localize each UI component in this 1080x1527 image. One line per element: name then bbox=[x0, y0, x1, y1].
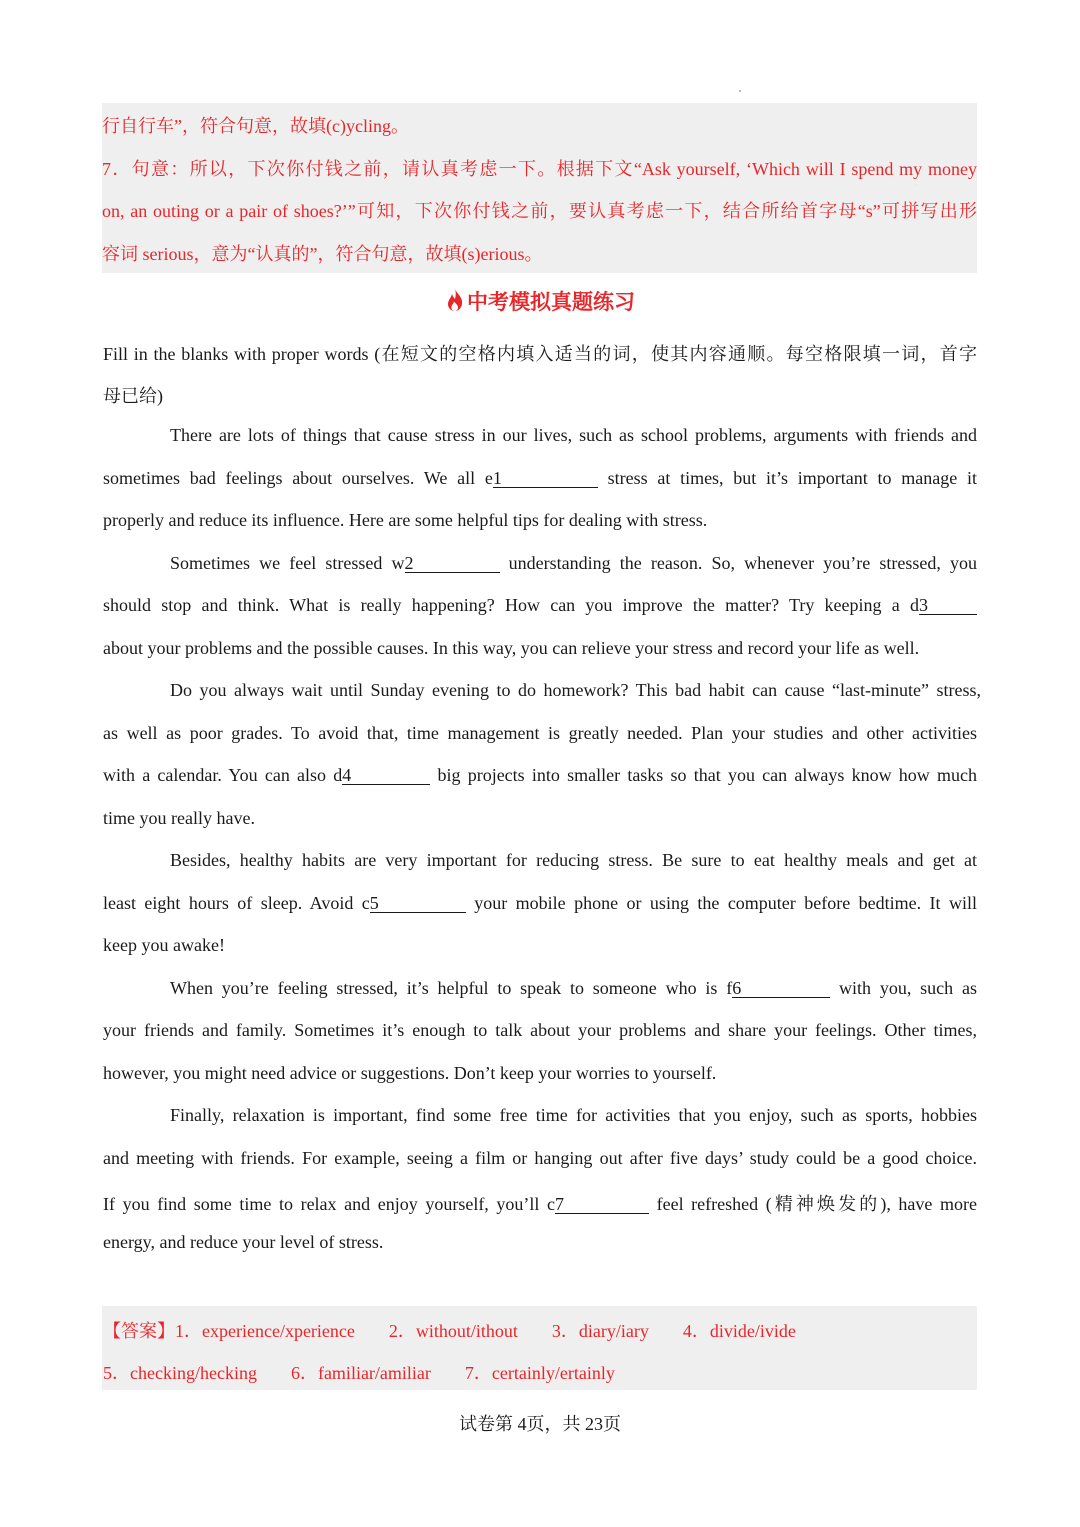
analysis-line: 行自行车”，符合句意，故填(c)ycling。 bbox=[102, 116, 409, 136]
passage-text: with you, such as bbox=[830, 978, 977, 998]
passage-line bbox=[103, 595, 977, 616]
passage-line: Besides, healthy habits are very important for reducing stress. Be sure to eat healthy meals and get at bbox=[170, 850, 977, 870]
passage-text: If you find some time to relax and enjoy yourself, you’ll c bbox=[103, 1194, 555, 1214]
section-title: 中考模拟真题练习 bbox=[467, 290, 635, 314]
answer-row bbox=[103, 1317, 830, 1343]
passage-line: Finally, relaxation is important, find some free time for activities that you enjoy, such as sports, hobbies bbox=[170, 1105, 977, 1125]
passage-text: feel refreshed (精神焕发的), have more bbox=[649, 1194, 977, 1214]
answer-item: 1．experience/xperience bbox=[175, 1321, 355, 1341]
analysis-line: 7．句意：所以，下次你付钱之前，请认真考虑一下。根据下文“Ask yourself, ‘Which will I spend my money bbox=[102, 159, 977, 179]
passage-line bbox=[103, 468, 977, 489]
passage-line: keep you awake! bbox=[103, 935, 225, 955]
passage-line: your friends and family. Sometimes it’s enough to talk about your problems and share your feelings. Other times, bbox=[103, 1020, 977, 1040]
answer-item: 5．checking/hecking bbox=[103, 1363, 257, 1383]
passage-line: properly and reduce its influence. Here are some helpful tips for dealing with stress. bbox=[103, 510, 708, 530]
blank-4[interactable]: 4 bbox=[342, 766, 430, 785]
passage-line: Do you always wait until Sunday evening to do homework? This bad habit can cause “last-minute” stress, bbox=[170, 680, 981, 700]
page-footer: 试卷第 4页，共 23页 bbox=[459, 1414, 621, 1434]
passage-line: however, you might need advice or suggestions. Don’t keep your worries to yourself. bbox=[103, 1063, 717, 1083]
passage-text: stress at times, but it’s important to manage it bbox=[597, 468, 977, 488]
flame-icon bbox=[445, 288, 465, 318]
passage-line: energy, and reduce your level of stress. bbox=[103, 1232, 384, 1252]
scan-dot bbox=[739, 90, 741, 92]
passage-text: understanding the reason. So, whenever you’re stressed, you bbox=[499, 553, 977, 573]
passage-line: time you really have. bbox=[103, 808, 255, 828]
answer-item: 3．diary/iary bbox=[551, 1321, 649, 1341]
passage-text: your mobile phone or using the computer before bedtime. It will bbox=[465, 893, 977, 913]
passage-line: and meeting with friends. For example, seeing a film or hanging out after five days’ study could be a good choice. bbox=[103, 1148, 977, 1168]
passage-line bbox=[170, 978, 977, 999]
passage-text: should stop and think. What is really happening? How can you improve the matter? Try keeping a d bbox=[103, 595, 919, 615]
blank-5[interactable]: 5 bbox=[370, 894, 466, 913]
analysis-line: on, an outing or a pair of shoes?’”可知，下次你付钱之前，要认真考虑一下，结合所给首字母“s”可拼写出形 bbox=[102, 201, 977, 221]
answer-row bbox=[103, 1359, 649, 1385]
blank-3[interactable]: 3 bbox=[919, 596, 977, 615]
passage-text: Sometimes we feel stressed w bbox=[170, 553, 405, 573]
passage-text: When you’re feeling stressed, it’s helpful to speak to someone who is f bbox=[170, 978, 733, 998]
passage-line bbox=[103, 1190, 977, 1216]
answer-item: 6．familiar/amiliar bbox=[290, 1363, 431, 1383]
passage-line bbox=[103, 765, 977, 786]
passage-text: sometimes bad feelings about ourselves. We all e bbox=[103, 468, 493, 488]
answer-item: 7．certainly/ertainly bbox=[464, 1363, 615, 1383]
analysis-line: 容词 serious，意为“认真的”，符合句意，故填(s)erious。 bbox=[102, 244, 543, 264]
answer-label: 【答案】 bbox=[103, 1321, 175, 1341]
passage-line: about your problems and the possible causes. In this way, you can relieve your stress and record your life as well. bbox=[103, 638, 920, 658]
blank-7[interactable]: 7 bbox=[555, 1195, 649, 1214]
passage-line: as well as poor grades. To avoid that, time management is greatly needed. Plan your studies and other activities bbox=[103, 723, 977, 743]
passage-text: big projects into smaller tasks so that you can always know how much bbox=[430, 765, 977, 785]
blank-6[interactable]: 6 bbox=[732, 979, 830, 998]
passage-text: least eight hours of sleep. Avoid c bbox=[103, 893, 370, 913]
blank-1[interactable]: 1 bbox=[493, 469, 598, 488]
passage-line: There are lots of things that cause stress in our lives, such as school problems, arguments with friends and bbox=[170, 425, 977, 445]
instruction-line: Fill in the blanks with proper words (在短文的空格内填入适当的词，使其内容通顺。每空格限填一词，首字 bbox=[103, 344, 977, 364]
blank-2[interactable]: 2 bbox=[405, 554, 500, 573]
section-heading bbox=[0, 286, 1080, 318]
passage-text: with a calendar. You can also d bbox=[103, 765, 343, 785]
answer-item: 2．without/ithout bbox=[388, 1321, 518, 1341]
answer-item: 4．divide/ivide bbox=[682, 1321, 796, 1341]
instruction-line: 母已给) bbox=[103, 386, 163, 406]
passage-line bbox=[103, 893, 977, 914]
passage-line bbox=[170, 553, 977, 574]
